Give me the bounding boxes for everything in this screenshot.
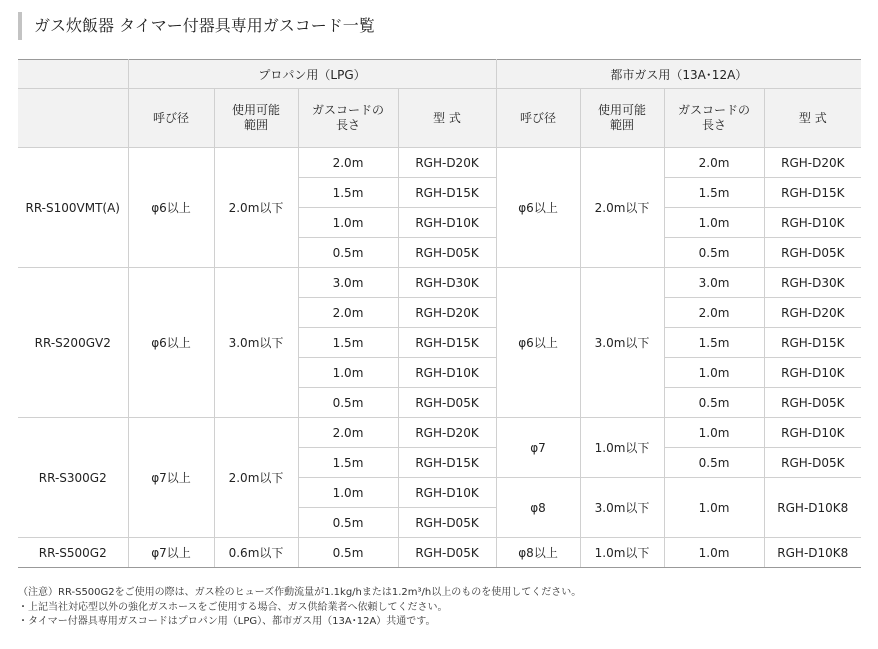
lpg-type: RGH-D05K (398, 238, 496, 268)
city-range: 3.0m以下 (580, 268, 664, 418)
city-type: RGH-D05K (764, 448, 861, 478)
lpg-type: RGH-D30K (398, 268, 496, 298)
city-type: RGH-D20K (764, 148, 861, 178)
city-type: RGH-D10K (764, 208, 861, 238)
city-type: RGH-D20K (764, 298, 861, 328)
header-lpg: プロパン用（LPG） (128, 60, 496, 89)
city-length: 1.0m (664, 418, 764, 448)
lpg-length: 0.5m (298, 508, 398, 538)
lpg-length: 0.5m (298, 538, 398, 568)
lpg-length: 1.0m (298, 478, 398, 508)
lpg-length: 1.0m (298, 208, 398, 238)
header-city-range: 使用可能範囲 (580, 89, 664, 148)
lpg-length: 3.0m (298, 268, 398, 298)
lpg-type: RGH-D15K (398, 448, 496, 478)
lpg-length: 1.5m (298, 448, 398, 478)
city-type: RGH-D10K (764, 418, 861, 448)
lpg-type: RGH-D10K (398, 478, 496, 508)
lpg-type: RGH-D20K (398, 298, 496, 328)
lpg-length: 1.5m (298, 328, 398, 358)
city-length: 1.0m (664, 358, 764, 388)
lpg-length: 0.5m (298, 388, 398, 418)
city-length: 1.0m (664, 208, 764, 238)
lpg-type: RGH-D20K (398, 418, 496, 448)
header-lpg-range: 使用可能範囲 (214, 89, 298, 148)
lpg-type: RGH-D05K (398, 538, 496, 568)
lpg-type: RGH-D15K (398, 328, 496, 358)
lpg-diameter: φ7以上 (128, 538, 214, 568)
lpg-type: RGH-D10K (398, 208, 496, 238)
lpg-length: 2.0m (298, 298, 398, 328)
model-cell: RR-S200GV2 (18, 268, 128, 418)
lpg-diameter: φ6以上 (128, 268, 214, 418)
city-range: 3.0m以下 (580, 478, 664, 538)
note-hose: ・上記当社対応型以外の強化ガスホースをご使用する場合、ガス供給業者へ依頼してください。 (18, 601, 448, 613)
lpg-type: RGH-D05K (398, 508, 496, 538)
lpg-length: 0.5m (298, 238, 398, 268)
header-city-type: 型 式 (764, 89, 861, 148)
header-city-diameter: 呼び径 (496, 89, 580, 148)
note-caution: （注意）RR-S500G2をご使用の際は、ガス栓のヒューズ作動流量が1.1kg/hまたは1.2m³/h以上のものを使用してください。 (18, 587, 582, 598)
city-type: RGH-D15K (764, 178, 861, 208)
lpg-type: RGH-D10K (398, 358, 496, 388)
header-lpg-length: ガスコードの長さ (298, 89, 398, 148)
header-blank (18, 60, 128, 89)
page-title: ガス炊飯器 タイマー付器具専用ガスコード一覧 (18, 12, 375, 40)
city-type: RGH-D10K8 (764, 478, 861, 538)
city-length: 1.5m (664, 328, 764, 358)
city-length: 2.0m (664, 148, 764, 178)
lpg-type: RGH-D05K (398, 388, 496, 418)
city-type: RGH-D15K (764, 328, 861, 358)
model-cell: RR-S300G2 (18, 418, 128, 538)
lpg-length: 2.0m (298, 148, 398, 178)
city-range: 1.0m以下 (580, 418, 664, 478)
city-diameter: φ6以上 (496, 148, 580, 268)
lpg-type: RGH-D15K (398, 178, 496, 208)
city-length: 2.0m (664, 298, 764, 328)
city-diameter: φ8 (496, 478, 580, 538)
lpg-range: 3.0m以下 (214, 268, 298, 418)
city-range: 1.0m以下 (580, 538, 664, 568)
city-type: RGH-D10K8 (764, 538, 861, 568)
city-type: RGH-D05K (764, 388, 861, 418)
lpg-type: RGH-D20K (398, 148, 496, 178)
lpg-range: 0.6m以下 (214, 538, 298, 568)
notes (18, 586, 581, 630)
lpg-range: 2.0m以下 (214, 418, 298, 538)
note-common: ・タイマー付器具専用ガスコードはプロパン用（LPG）、都市ガス用（13A･12A）共通です。 (18, 616, 436, 627)
header-blank-2 (18, 89, 128, 148)
city-length: 1.0m (664, 538, 764, 568)
city-range: 2.0m以下 (580, 148, 664, 268)
model-cell: RR-S100VMT(A) (18, 148, 128, 268)
lpg-length: 2.0m (298, 418, 398, 448)
city-type: RGH-D30K (764, 268, 861, 298)
lpg-range: 2.0m以下 (214, 148, 298, 268)
gas-cord-table (18, 59, 861, 568)
lpg-diameter: φ7以上 (128, 418, 214, 538)
model-cell: RR-S500G2 (18, 538, 128, 568)
lpg-length: 1.5m (298, 178, 398, 208)
city-length: 1.0m (664, 478, 764, 538)
city-length: 1.5m (664, 178, 764, 208)
header-lpg-diameter: 呼び径 (128, 89, 214, 148)
city-length: 0.5m (664, 238, 764, 268)
city-length: 0.5m (664, 388, 764, 418)
city-diameter: φ7 (496, 418, 580, 478)
lpg-length: 1.0m (298, 358, 398, 388)
header-lpg-type: 型 式 (398, 89, 496, 148)
city-type: RGH-D10K (764, 358, 861, 388)
lpg-diameter: φ6以上 (128, 148, 214, 268)
header-city-gas: 都市ガス用（13A･12A） (496, 60, 861, 89)
city-diameter: φ8以上 (496, 538, 580, 568)
city-length: 0.5m (664, 448, 764, 478)
city-type: RGH-D05K (764, 238, 861, 268)
header-city-length: ガスコードの長さ (664, 89, 764, 148)
city-diameter: φ6以上 (496, 268, 580, 418)
city-length: 3.0m (664, 268, 764, 298)
